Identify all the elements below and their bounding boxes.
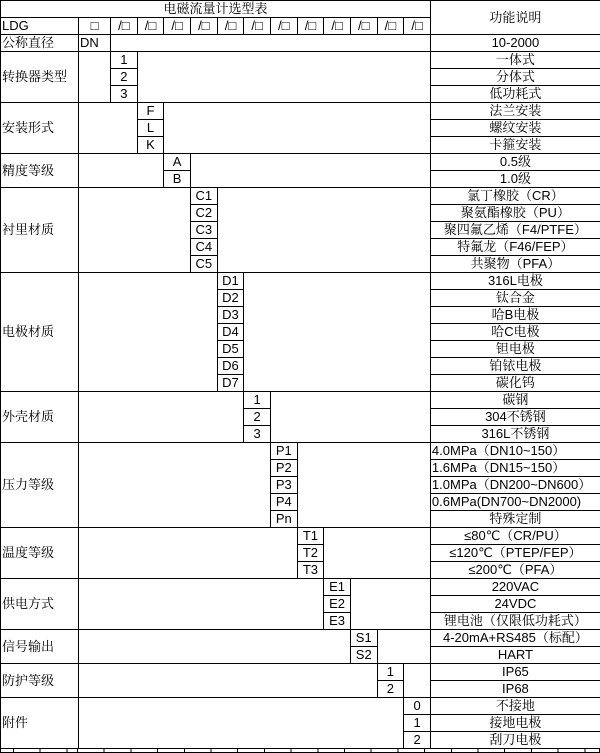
- function-description-cell: 分体式: [430, 69, 600, 86]
- model-slot-cell: /□: [111, 18, 138, 35]
- table-row: [1, 392, 600, 409]
- function-description-cell: 10-2000: [430, 35, 600, 52]
- function-description-cell: 24VDC: [430, 596, 600, 613]
- option-code-cell: D1: [217, 273, 244, 290]
- option-code-cell: D2: [217, 290, 244, 307]
- function-description-cell: HART: [430, 647, 600, 664]
- table-row: [1, 103, 600, 120]
- function-description-cell: 哈C电极: [430, 324, 600, 341]
- function-description-cell: 304不锈钢: [430, 409, 600, 426]
- spacer-cell: [79, 52, 111, 103]
- table-row: [1, 273, 600, 290]
- option-code-cell: P3: [270, 477, 297, 494]
- option-code-cell: Pn: [270, 511, 297, 528]
- group-label: 电极材质: [1, 273, 79, 392]
- group-label: 防护等级: [1, 664, 79, 698]
- function-description-cell: 特殊定制: [430, 511, 600, 528]
- table-row: [1, 698, 600, 715]
- function-description-cell: 刮刀电极: [430, 732, 600, 749]
- function-description-cell: ≤120℃（PTEP/FEP）: [430, 545, 600, 562]
- option-code-cell: C4: [190, 239, 217, 256]
- group-label: 信号输出: [1, 630, 79, 664]
- model-box-cell: □: [79, 18, 111, 35]
- spacer-cell: [79, 273, 218, 392]
- option-code-cell: T3: [297, 562, 324, 579]
- group-label: 压力等级: [1, 443, 79, 528]
- table-row: [1, 630, 600, 647]
- function-description-cell: 共聚物（PFA）: [430, 256, 600, 273]
- spacer-cell: [137, 52, 430, 103]
- function-description-cell: 聚四氟乙烯（F4/PTFE）: [430, 222, 600, 239]
- function-description-cell: ≤80℃（CR/PU）: [430, 528, 600, 545]
- option-code-cell: T2: [297, 545, 324, 562]
- option-code-cell: 1: [377, 664, 404, 681]
- function-description-cell: 0.5级: [430, 154, 600, 171]
- function-description-cell: 钽电极: [430, 341, 600, 358]
- table-row: [1, 579, 600, 596]
- function-description-cell: 氯丁橡胶（CR）: [430, 188, 600, 205]
- option-code-cell: B: [164, 171, 191, 188]
- table-row: [1, 188, 600, 205]
- option-code-cell: 1: [244, 392, 271, 409]
- group-label: 公称直径: [1, 35, 79, 52]
- option-code-cell: 2: [377, 681, 404, 698]
- spacer-cell: [244, 273, 431, 392]
- option-code-cell: C1: [190, 188, 217, 205]
- model-slot-cell: /□: [377, 18, 404, 35]
- function-description-cell: 接地电极: [430, 715, 600, 732]
- group-label: 附件: [1, 698, 79, 749]
- function-description-cell: 特氟龙（F46/FEP）: [430, 239, 600, 256]
- function-description-cell: 螺纹安装: [430, 120, 600, 137]
- option-code-cell: L: [137, 120, 164, 137]
- spacer-cell: [324, 528, 431, 579]
- spacer-cell: [79, 579, 324, 630]
- function-description-cell: 4.0MPa（DN10~150）: [430, 443, 600, 460]
- model-slot-cell: /□: [164, 18, 191, 35]
- group-label: 温度等级: [1, 528, 79, 579]
- option-code-cell: E2: [324, 596, 351, 613]
- function-description-cell: 0.6MPa(DN700~DN2000): [430, 494, 600, 511]
- function-description-cell: 铂铱电极: [430, 358, 600, 375]
- table-row: [1, 52, 600, 69]
- function-description-cell: 1.0级: [430, 171, 600, 188]
- option-code-cell: F: [137, 103, 164, 120]
- model-slot-cell: /□: [190, 18, 217, 35]
- option-code-cell: 0: [404, 698, 431, 715]
- function-description-cell: 220VAC: [430, 579, 600, 596]
- option-code-cell: 3: [111, 86, 138, 103]
- group-label: 供电方式: [1, 579, 79, 630]
- spacer-cell: [79, 154, 164, 188]
- option-code-cell: T1: [297, 528, 324, 545]
- function-description-cell: 1.0MPa（DN200~DN600）: [430, 477, 600, 494]
- model-slot-cell: /□: [324, 18, 351, 35]
- spacer-cell: [79, 698, 404, 749]
- option-code-cell: S2: [350, 647, 377, 664]
- title-row: [1, 1, 600, 18]
- option-code-cell: 2: [111, 69, 138, 86]
- model-slot-cell: /□: [244, 18, 271, 35]
- model-prefix: LDG: [1, 18, 79, 35]
- function-description-cell: IP65: [430, 664, 600, 681]
- spacer-cell: [79, 443, 271, 528]
- function-description-cell: 钛合金: [430, 290, 600, 307]
- function-description-cell: 法兰安装: [430, 103, 600, 120]
- spacer-cell: [297, 443, 430, 528]
- option-code-cell: C5: [190, 256, 217, 273]
- function-description-cell: 316L不锈钢: [430, 426, 600, 443]
- option-code-cell: 1: [404, 715, 431, 732]
- function-description-cell: 锂电池（仅限低功耗式）: [430, 613, 600, 630]
- function-column-header: 功能说明: [430, 1, 600, 35]
- option-code-cell: A: [164, 154, 191, 171]
- function-description-cell: 1.6MPa（DN15~150）: [430, 460, 600, 477]
- function-description-cell: IP68: [430, 681, 600, 698]
- table-row: [1, 664, 600, 681]
- model-slot-cell: /□: [350, 18, 377, 35]
- function-description-cell: ≤200℃（PFA）: [430, 562, 600, 579]
- cropped-next-row-sliver: [0, 749, 600, 753]
- spacer-cell: [79, 630, 351, 664]
- function-description-cell: 碳化钨: [430, 375, 600, 392]
- model-slot-cell: /□: [270, 18, 297, 35]
- option-code-cell: 2: [404, 732, 431, 749]
- function-description-cell: 一体式: [430, 52, 600, 69]
- group-label: 衬里材质: [1, 188, 79, 273]
- function-description-cell: 4-20mA+RS485（标配）: [430, 630, 600, 647]
- option-code-cell: K: [137, 137, 164, 154]
- option-code-cell: C2: [190, 205, 217, 222]
- option-code-cell: P2: [270, 460, 297, 477]
- table-row: [1, 154, 600, 171]
- spacer-cell: [404, 664, 431, 698]
- spacer-cell: [79, 392, 244, 443]
- function-description-cell: 聚氨酯橡胶（PU）: [430, 205, 600, 222]
- option-code-cell: 2: [244, 409, 271, 426]
- model-slot-cell: /□: [217, 18, 244, 35]
- option-code-cell: C3: [190, 222, 217, 239]
- spacer-cell: [217, 188, 430, 273]
- option-code-cell: 3: [244, 426, 271, 443]
- model-slot-cell: /□: [404, 18, 431, 35]
- group-label: 精度等级: [1, 154, 79, 188]
- model-slot-cell: /□: [297, 18, 324, 35]
- option-code-cell: D3: [217, 307, 244, 324]
- option-code-cell: E3: [324, 613, 351, 630]
- page-title: 电磁流量计选型表: [1, 1, 431, 18]
- model-slot-cell: /□: [137, 18, 164, 35]
- option-code-cell: P4: [270, 494, 297, 511]
- spacer-cell: [111, 35, 431, 52]
- option-code-cell: D7: [217, 375, 244, 392]
- function-description-cell: 低功耗式: [430, 86, 600, 103]
- option-code-cell: D4: [217, 324, 244, 341]
- table-row: [1, 443, 600, 460]
- option-code-cell: S1: [350, 630, 377, 647]
- option-code-cell: E1: [324, 579, 351, 596]
- group-label: 转换器类型: [1, 52, 79, 103]
- group-label: 外壳材质: [1, 392, 79, 443]
- group-label: 安装形式: [1, 103, 79, 154]
- table-row: [1, 35, 600, 52]
- spacer-cell: [79, 188, 191, 273]
- spacer-cell: [377, 630, 430, 664]
- spacer-cell: [164, 103, 431, 154]
- function-description-cell: 卡箍安装: [430, 137, 600, 154]
- option-code-cell: D5: [217, 341, 244, 358]
- spacer-cell: [270, 392, 430, 443]
- option-code-cell: P1: [270, 443, 297, 460]
- spacer-cell: [350, 579, 430, 630]
- spacer-cell: [79, 664, 378, 698]
- spacer-cell: [190, 154, 430, 188]
- option-code-cell: 1: [111, 52, 138, 69]
- option-code-cell: D6: [217, 358, 244, 375]
- function-description-cell: 316L电极: [430, 273, 600, 290]
- function-description-cell: 不接地: [430, 698, 600, 715]
- spacer-cell: [79, 103, 138, 154]
- option-code-cell: DN: [79, 35, 111, 52]
- table-row: [1, 528, 600, 545]
- spacer-cell: [79, 528, 298, 579]
- function-description-cell: 碳钢: [430, 392, 600, 409]
- function-description-cell: 哈B电极: [430, 307, 600, 324]
